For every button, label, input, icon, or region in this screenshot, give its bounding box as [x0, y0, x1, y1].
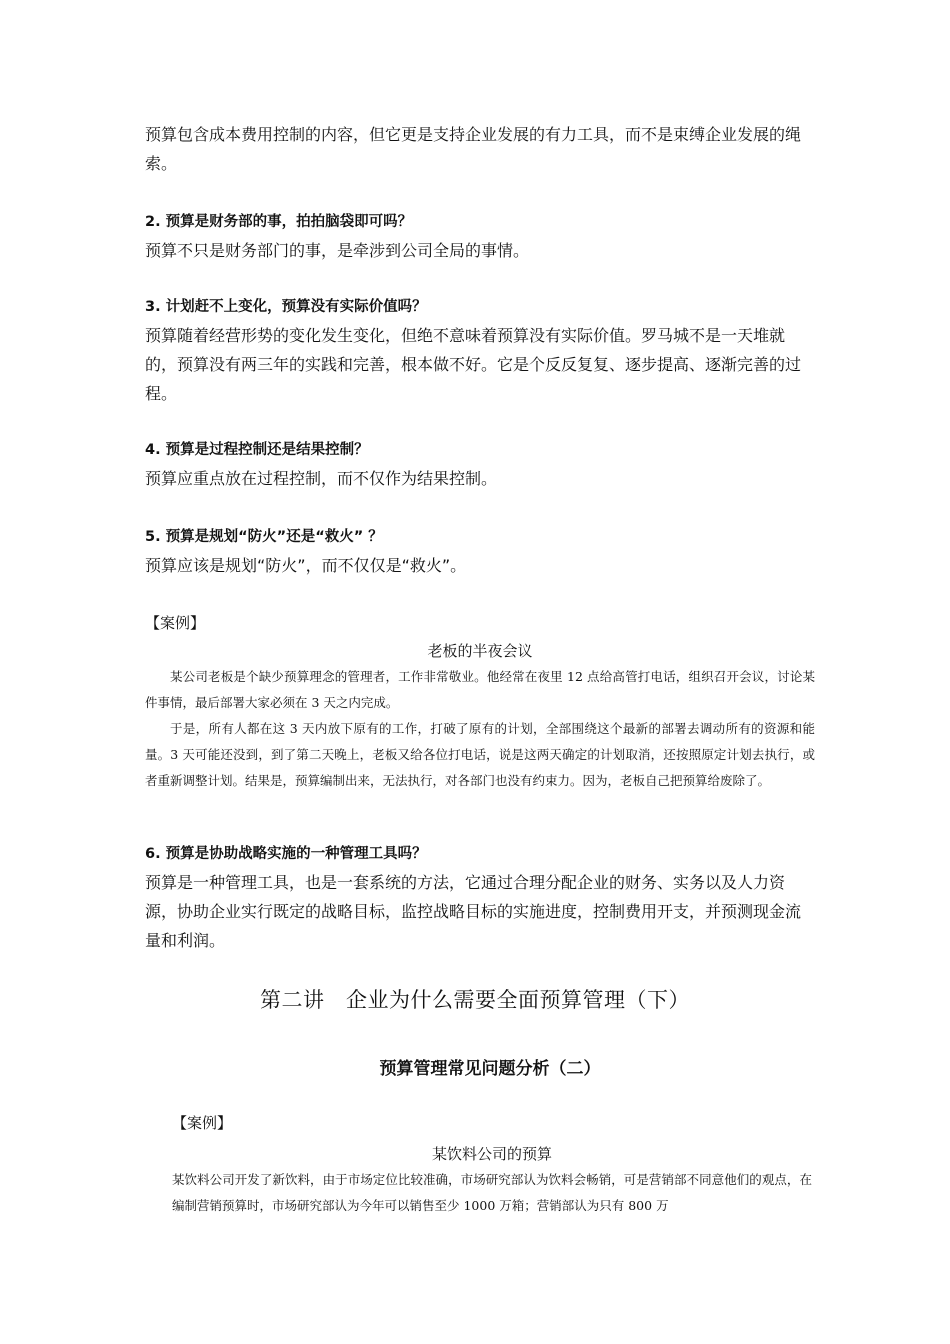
section-4 — [145, 439, 815, 493]
section-3 — [145, 296, 815, 408]
answer-text: 预算应该是规划“防火”，而不仅仅是“救火”。 — [145, 556, 467, 575]
case-tag: 【案例】 — [172, 1114, 233, 1132]
section-6 — [145, 843, 815, 955]
intro-paragraph: 预算包含成本费用控制的内容，但它更是支持企业发展的有力工具，而不是束缚企业发展的绳索。 — [145, 125, 802, 173]
question-heading: 5. 预算是规划“防火”还是“救火” ？ — [145, 529, 383, 545]
section-2 — [145, 211, 815, 265]
section-subtitle: 预算管理常见问题分析（二） — [379, 1059, 601, 1079]
question-heading: 4. 预算是过程控制还是结果控制？ — [145, 442, 369, 458]
case-tag: 【案例】 — [145, 614, 206, 632]
answer-text: 预算随着经营形势的变化发生变化，但绝不意味着预算没有实际价值。罗马城不是一天堆就的，预算没有两三年的实践和完善，根本做不好。它是个反反复复、逐步提高、逐渐完善的过程。 — [145, 326, 802, 403]
section-5 — [145, 526, 815, 580]
answer-text: 预算应重点放在过程控制，而不仅作为结果控制。 — [145, 469, 498, 488]
chapter-title: 第二讲 企业为什么需要全面预算管理（下） — [260, 988, 690, 1012]
question-heading: 3. 计划赶不上变化，预算没有实际价值吗？ — [145, 299, 427, 315]
case-1 — [145, 612, 815, 794]
answer-text: 预算不只是财务部门的事，是牵涉到公司全局的事情。 — [145, 241, 530, 260]
case-paragraph: 某饮料公司开发了新饮料，由于市场定位比较准确，市场研究部认为饮料会畅销，可是营销部不同意他们的观点，在编制营销预算时，市场研究部认为今年可以销售至少 1000 万箱；营销部认为只有 800 万 — [172, 1172, 812, 1213]
case-paragraph: 某公司老板是个缺少预算理念的管理者，工作非常敬业。他经常在夜里 12 点给高管打电话，组织召开会议，讨论某件事情，最后部署大家必须在 3 天之内完成。 — [145, 669, 815, 710]
answer-text: 预算是一种管理工具，也是一套系统的方法，它通过合理分配企业的财务、实务以及人力资源，协助企业实行既定的战略目标，监控战略目标的实施进度，控制费用开支，并预测现金流量和利润。 — [145, 873, 802, 950]
case-2 — [172, 1112, 812, 1219]
question-heading: 6. 预算是协助战略实施的一种管理工具吗？ — [145, 846, 427, 862]
question-heading: 2. 预算是财务部的事，拍拍脑袋即可吗？ — [145, 214, 413, 230]
case-paragraph: 于是，所有人都在这 3 天内放下原有的工作，打破了原有的计划，全部围绕这个最新的部署去调动所有的资源和能量。3 天可能还没到，到了第二天晚上，老板又给各位打电话，说是这两天确定的计划取消，还按照原定计划去执行，或者重新调整计划。结果是，预算编制出来，无法执行，对各部门也没有约束力。因为，老板自己把预算给废除了。 — [145, 721, 815, 788]
case-title: 老板的半夜会议 — [427, 642, 533, 660]
case-title: 某饮料公司的预算 — [431, 1145, 552, 1163]
